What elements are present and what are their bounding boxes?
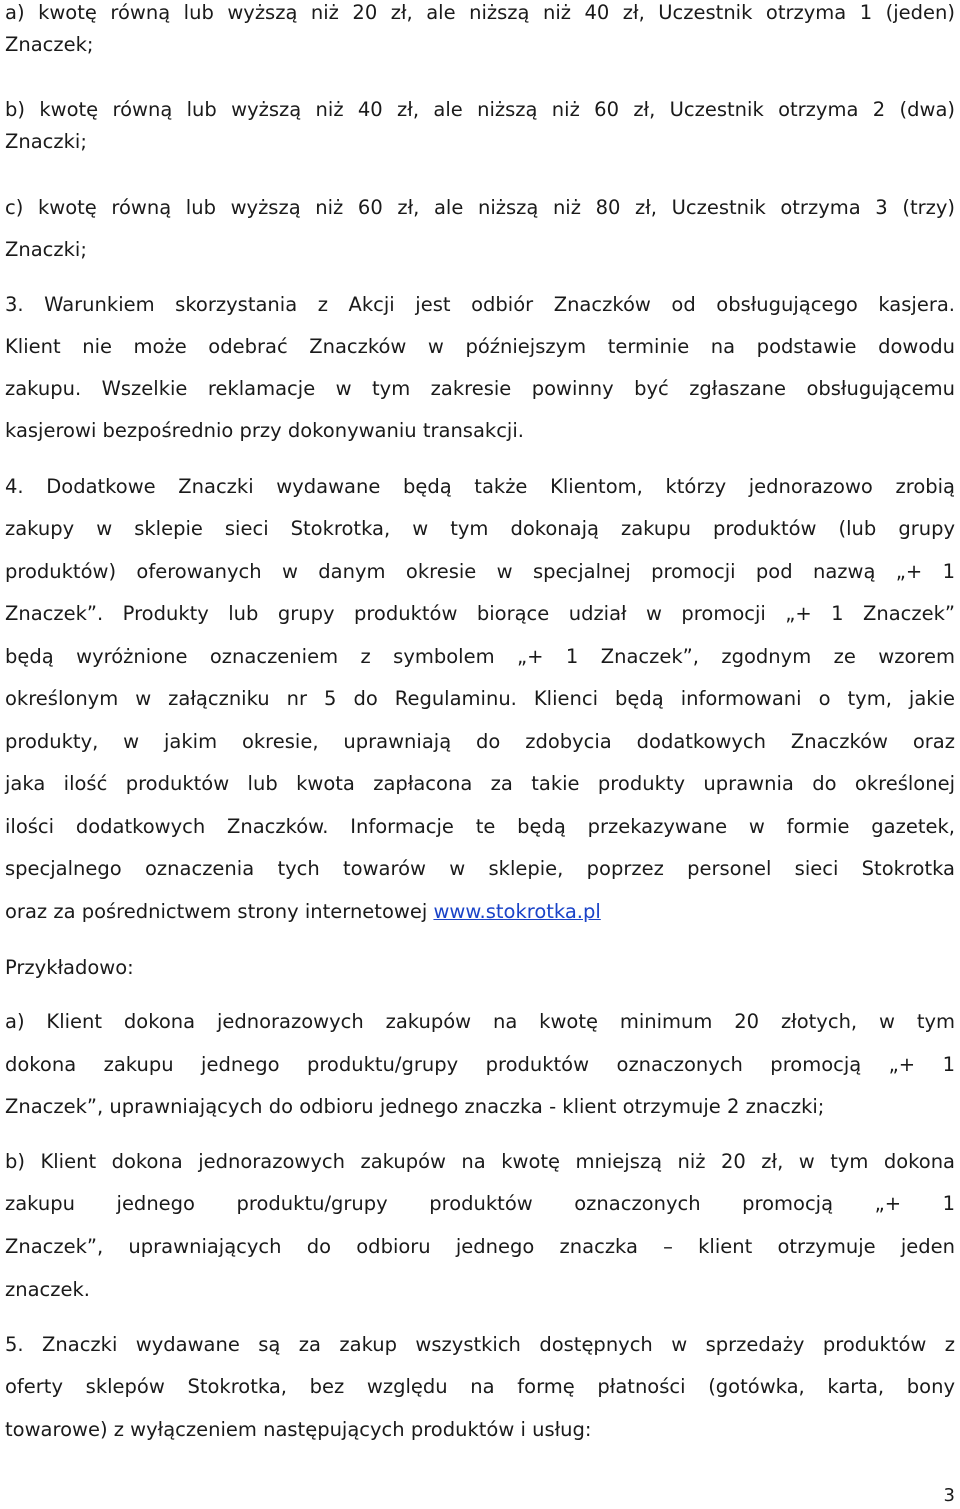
text-line: określonym w załączniku nr 5 do Regulaminu. Klienci będą informowani o tym, jakie	[5, 687, 955, 710]
text-line: Znaczki;	[5, 238, 87, 261]
text-line: zakupy w sklepie sieci Stokrotka, w tym dokonają zakupu produktów (lub grupy	[5, 517, 955, 540]
text-line: zakupu. Wszelkie reklamacje w tym zakresie powinny być zgłaszane obsługującemu	[5, 377, 955, 400]
text-line: Znaczek”, uprawniających do odbioru jednego znaczka – klient otrzymuje jeden	[5, 1235, 955, 1258]
text-line: znaczek.	[5, 1278, 90, 1301]
text-line: oraz za pośrednictwem strony internetowej	[5, 900, 434, 923]
text-line: towarowe) z wyłączeniem następujących produktów i usług:	[5, 1418, 592, 1441]
text-line: 5. Znaczki wydawane są za zakup wszystkich dostępnych w sprzedaży produktów z	[5, 1333, 955, 1356]
text-line: będą wyróżnione oznaczeniem z symbolem „+ 1 Znaczek”, zgodnym ze wzorem	[5, 645, 955, 668]
text-line: zakupu jednego produktu/grupy produktów oznaczonych promocją „+ 1	[5, 1192, 955, 1215]
text-line: 4. Dodatkowe Znaczki wydawane będą także Klientom, którzy jednorazowo zrobią	[5, 475, 955, 498]
text-line: Znaczki;	[5, 130, 87, 153]
text-line: Znaczek”, uprawniających do odbioru jednego znaczka - klient otrzymuje 2 znaczki;	[5, 1095, 825, 1118]
text-line: Klient nie może odebrać Znaczków w późniejszym terminie na podstawie dowodu	[5, 335, 955, 358]
text-line: oferty sklepów Stokrotka, bez względu na formę płatności (gotówka, karta, bony	[5, 1375, 955, 1398]
page-number: 3	[943, 1485, 955, 1506]
text-line: a) kwotę równą lub wyższą niż 20 zł, ale niższą niż 40 zł, Uczestnik otrzyma 1 (jeden)	[5, 1, 955, 24]
text-line-with-link	[5, 899, 955, 925]
text-line: 3. Warunkiem skorzystania z Akcji jest odbiór Znaczków od obsługującego kasjera.	[5, 293, 955, 316]
text-line: b) kwotę równą lub wyższą niż 40 zł, ale niższą niż 60 zł, Uczestnik otrzyma 2 (dwa)	[5, 98, 955, 121]
text-line: b) Klient dokona jednorazowych zakupów na kwotę mniejszą niż 20 zł, w tym dokona	[5, 1150, 955, 1173]
text-line: ilości dodatkowych Znaczków. Informacje te będą przekazywane w formie gazetek,	[5, 815, 955, 838]
text-line: jaka ilość produktów lub kwota zapłacona za takie produkty uprawnia do określonej	[5, 772, 955, 795]
text-line: produktów) oferowanych w danym okresie w specjalnej promocji pod nazwą „+ 1	[5, 560, 955, 583]
text-line: Przykładowo:	[5, 956, 134, 979]
text-line: c) kwotę równą lub wyższą niż 60 zł, ale niższą niż 80 zł, Uczestnik otrzyma 3 (trzy)	[5, 196, 955, 219]
website-link[interactable]: www.stokrotka.pl	[433, 900, 601, 923]
text-line: Znaczek”. Produkty lub grupy produktów biorące udział w promocji „+ 1 Znaczek”	[5, 602, 955, 625]
text-line: produkty, w jakim okresie, uprawniają do zdobycia dodatkowych Znaczków oraz	[5, 730, 955, 753]
text-line: specjalnego oznaczenia tych towarów w sklepie, poprzez personel sieci Stokrotka	[5, 857, 955, 880]
text-line: Znaczek;	[5, 33, 94, 56]
text-line: a) Klient dokona jednorazowych zakupów na kwotę minimum 20 złotych, w tym	[5, 1010, 955, 1033]
text-line: dokona zakupu jednego produktu/grupy produktów oznaczonych promocją „+ 1	[5, 1053, 955, 1076]
text-line: kasjerowi bezpośrednio przy dokonywaniu transakcji.	[5, 419, 524, 442]
